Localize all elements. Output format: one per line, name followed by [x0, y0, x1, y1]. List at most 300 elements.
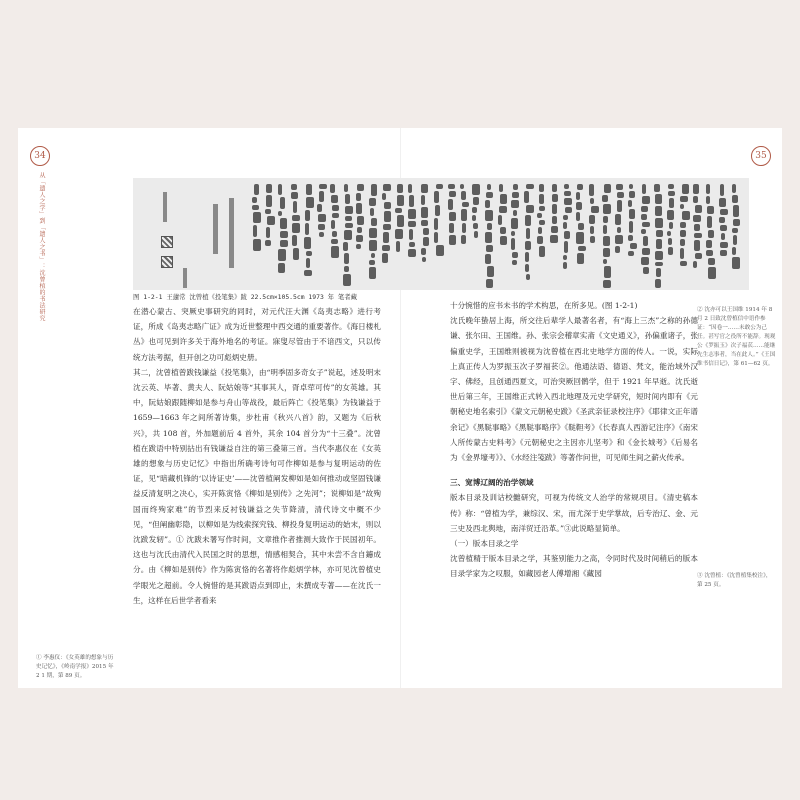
calligraphy-stroke [408, 209, 416, 219]
calligraphy-stroke [306, 258, 310, 268]
calligraphy-stroke [291, 192, 298, 199]
calligraphy-stroke [564, 198, 572, 205]
calligraphy-stroke [421, 248, 426, 255]
calligraphy-stroke [667, 210, 674, 220]
calligraphy-stroke [319, 191, 324, 202]
calligraphy-stroke [537, 236, 543, 244]
calligraphy-stroke [498, 215, 502, 225]
calligraphy-stroke [641, 257, 649, 265]
calligraphy-stroke [292, 215, 300, 221]
calligraphy-stroke [345, 194, 350, 204]
calligraphy-stroke [343, 242, 348, 251]
calligraphy-stroke [318, 214, 326, 222]
calligraphy-stroke [305, 210, 310, 221]
calligraphy-stroke [602, 195, 608, 202]
calligraphy-stroke [319, 232, 324, 237]
calligraphy-stroke [693, 261, 697, 268]
calligraphy-stroke [252, 205, 259, 210]
calligraphy-stroke [408, 249, 416, 257]
calligraphy-stroke [293, 248, 299, 260]
calligraphy-column [524, 184, 532, 288]
calligraphy-stroke [616, 184, 623, 190]
calligraphy-column [537, 184, 545, 288]
calligraphy-stroke [667, 231, 671, 236]
paragraph: 十分惋惜的应书未书的学术构思，在所多见。(图 1-2-1) [450, 301, 638, 310]
calligraphy-stroke [629, 191, 635, 198]
running-head: 从「遗人之学」到「遗人之书」：沈曾植的书法研究 [38, 172, 45, 322]
calligraphy-stroke [680, 248, 684, 259]
calligraphy-stroke [720, 209, 728, 215]
calligraphy-column [369, 184, 377, 288]
calligraphy-stroke [693, 184, 699, 194]
calligraphy-stroke [512, 252, 518, 258]
calligraphy-stroke [345, 223, 353, 228]
calligraphy-column [602, 184, 610, 288]
calligraphy-stroke [682, 184, 689, 194]
calligraphy-column [278, 184, 286, 288]
paragraph: 沈曾植精于版本目录之学，其鉴别能力之高，令同时代及时间稍后的版本目录学家为之叹服，如藏园老人傅增湘《藏园 [450, 554, 698, 579]
calligraphy-stroke [462, 223, 466, 233]
calligraphy-stroke [539, 194, 544, 204]
calligraphy-stroke [356, 244, 361, 249]
calligraphy-stroke [513, 210, 517, 216]
calligraphy-column [550, 184, 558, 288]
calligraphy-stroke [604, 184, 611, 193]
calligraphy-stroke [369, 267, 376, 279]
calligraphy-stroke [668, 184, 674, 189]
calligraphy-stroke [291, 184, 297, 190]
calligraphy-stroke [266, 195, 272, 207]
calligraphy-column [252, 184, 260, 288]
calligraphy-stroke [292, 223, 300, 233]
calligraphy-stroke [525, 241, 531, 250]
calligraphy-stroke [280, 240, 288, 247]
calligraphy-stroke [330, 184, 335, 193]
calligraphy-stroke [732, 195, 738, 203]
calligraphy-column [485, 184, 493, 288]
right-body-text [450, 298, 698, 678]
calligraphy-stroke [617, 227, 621, 233]
calligraphy-stroke [409, 195, 414, 207]
calligraphy-stroke [370, 208, 374, 216]
calligraphy-stroke [265, 240, 271, 246]
calligraphy-stroke [306, 197, 314, 208]
calligraphy-stroke [706, 184, 710, 194]
inscription-column [183, 268, 187, 288]
calligraphy-stroke [590, 198, 594, 204]
calligraphy-stroke [669, 198, 674, 208]
calligraphy-stroke [680, 230, 686, 237]
calligraphy-stroke [318, 224, 325, 230]
footnote-right-1: ② 沈亦可以王国维 1914 年 8 月 2 日致沈曾植信中语作参证：“因卷一……未敢公为己任。甚写官之役所不能辞。现观公《罗振玉》次子福苌……能继先生志事者，当在此人。”《王国维书信日记》，第 61—62 页。 [697, 307, 776, 367]
calligraphy-stroke [462, 202, 469, 207]
calligraphy-stroke [357, 227, 362, 233]
calligraphy-stroke [448, 199, 453, 210]
calligraphy-stroke [331, 195, 338, 203]
calligraphy-stroke [578, 246, 586, 251]
calligraphy-stroke [344, 253, 349, 264]
calligraphy-column [511, 184, 519, 288]
calligraphy-stroke [656, 239, 662, 249]
seal-icon [161, 256, 173, 268]
calligraphy-column [330, 184, 338, 288]
calligraphy-column [472, 184, 480, 288]
calligraphy-stroke [655, 206, 662, 216]
calligraphy-stroke [551, 226, 558, 233]
calligraphy-stroke [369, 198, 376, 206]
calligraphy-stroke [603, 216, 608, 223]
calligraphy-stroke [576, 232, 584, 244]
calligraphy-column [654, 184, 662, 288]
calligraphy-stroke [409, 229, 413, 240]
calligraphy-stroke [423, 237, 429, 246]
calligraphy-stroke [512, 192, 519, 198]
calligraphy-column [732, 184, 740, 288]
calligraphy-stroke [564, 184, 569, 189]
calligraphy-stroke [460, 184, 464, 189]
calligraphy-stroke [563, 222, 567, 229]
calligraphy-stroke [371, 184, 377, 196]
calligraphy-stroke [395, 229, 403, 239]
calligraphy-stroke [487, 184, 491, 190]
calligraphy-stroke [449, 212, 456, 221]
calligraphy-stroke [719, 198, 726, 207]
calligraphy-stroke [485, 232, 492, 243]
inscription-column [213, 204, 218, 254]
calligraphy-stroke [317, 204, 322, 212]
calligraphy-stroke [628, 200, 632, 207]
calligraphy-stroke [576, 192, 580, 200]
calligraphy-stroke [565, 207, 572, 213]
calligraphy-stroke [589, 215, 595, 224]
calligraphy-stroke [278, 263, 285, 273]
calligraphy-stroke [280, 218, 287, 229]
calligraphy-stroke [628, 251, 634, 256]
calligraphy-stroke [539, 206, 545, 211]
calligraphy-stroke [344, 184, 348, 192]
calligraphy-stroke [694, 240, 700, 251]
calligraphy-stroke [525, 252, 529, 262]
calligraphy-stroke [680, 196, 688, 202]
calligraphy-stroke [655, 262, 663, 266]
calligraphy-stroke [343, 274, 351, 286]
calligraphy-stroke [304, 270, 312, 276]
calligraphy-stroke [708, 267, 716, 279]
inscription-column [229, 198, 234, 268]
calligraphy-stroke [669, 222, 673, 229]
calligraphy-stroke [603, 259, 607, 264]
calligraphy-stroke [617, 192, 624, 198]
calligraphy-stroke [473, 223, 478, 229]
page-number-left: 34 [30, 146, 50, 166]
calligraphy-stroke [395, 208, 402, 213]
calligraphy-stroke [434, 232, 438, 243]
calligraphy-stroke [603, 280, 611, 288]
calligraphy-stroke [682, 211, 690, 220]
calligraphy-stroke [396, 241, 400, 252]
calligraphy-stroke [563, 255, 567, 260]
calligraphy-stroke [499, 184, 503, 192]
calligraphy-stroke [629, 221, 633, 233]
calligraphy-stroke [369, 228, 377, 238]
calligraphy-stroke [382, 253, 388, 263]
seal-icon [161, 236, 173, 248]
calligraphy-stroke [641, 214, 647, 220]
calligraphy-column [291, 184, 299, 288]
calligraphy-stroke [434, 218, 438, 230]
calligraphy-stroke [356, 203, 362, 214]
page-number-right: 35 [751, 146, 771, 166]
calligraphy-stroke [641, 229, 646, 234]
calligraphy-column [317, 184, 325, 288]
paragraph: 版本目录及训诂校雠研究，可视为传统文人治学的常规项目。《清史稿本传》称：“曾植为学，兼综汉、宋，而尤深于史学掌故，后专治辽、金、元三史及西北舆地，南洋贸迁沿革。”③此说略显简单。 [450, 493, 698, 533]
calligraphy-stroke [539, 246, 545, 257]
calligraphy-column [706, 184, 714, 288]
calligraphy-stroke [511, 200, 519, 208]
left-body-text [133, 304, 381, 674]
section-heading: 三、宽博辽阔的治学领域 [450, 478, 534, 488]
calligraphy-stroke [525, 264, 529, 272]
calligraphy-stroke [604, 266, 611, 278]
calligraphy-stroke [615, 214, 621, 225]
calligraphy-stroke [720, 225, 727, 231]
calligraphy-stroke [382, 245, 390, 251]
calligraphy-stroke [486, 192, 493, 199]
calligraphy-stroke [707, 216, 712, 228]
calligraphy-stroke [267, 216, 275, 225]
calligraphy-stroke [578, 223, 584, 230]
calligraphy-stroke [694, 233, 702, 238]
calligraphy-stroke [552, 204, 557, 214]
paragraph: 在潜心蒙古、突厥史事研究的同时，对元代汪大渊《岛夷志略》进行考证，所成《岛夷志略广证》成为近世整理中西交通的重要著作。《海日楼札丛》也可见到许多关于海外地名的考证。寐叟尽管由于不谙西文，只以传统方法考据，但开创之功可彪炳史册。 [133, 307, 381, 362]
calligraphy-stroke [423, 228, 429, 235]
calligraphy-column [576, 184, 584, 288]
calligraphy-stroke [331, 246, 339, 258]
calligraphy-stroke [356, 193, 361, 201]
calligraphy-stroke [511, 218, 518, 229]
calligraphy-stroke [630, 243, 637, 249]
calligraphy-stroke [655, 218, 663, 228]
calligraphy-stroke [332, 205, 339, 211]
calligraphy-stroke [708, 258, 715, 265]
calligraphy-stroke [668, 238, 672, 245]
calligraphy-column [434, 184, 442, 288]
calligraphy-stroke [564, 231, 570, 239]
calligraphy-stroke [655, 194, 662, 204]
calligraphy-stroke [409, 242, 415, 247]
calligraphy-stroke [448, 184, 455, 189]
calligraphy-stroke [695, 205, 702, 213]
calligraphy-stroke [266, 184, 272, 193]
calligraphy-stroke [383, 224, 391, 230]
calligraphy-stroke [461, 191, 466, 200]
calligraphy-stroke [720, 242, 728, 248]
calligraphy-column [719, 184, 727, 288]
calligraphy-column [563, 184, 571, 288]
calligraphy-stroke [526, 205, 534, 213]
calligraphy-column [408, 184, 416, 288]
calligraphy-stroke [733, 205, 739, 217]
footnote-right-2: ③ 沈曾植：《沈曾植集校注》，第 25 页。 [697, 573, 772, 588]
calligraphy-stroke [552, 194, 558, 202]
calligraphy-stroke [680, 204, 684, 209]
calligraphy-stroke [732, 247, 736, 255]
calligraphy-stroke [265, 209, 271, 214]
calligraphy-column [693, 184, 701, 288]
calligraphy-stroke [680, 261, 687, 266]
calligraphy-stroke [486, 279, 493, 288]
calligraphy-stroke [499, 206, 507, 213]
calligraphy-column [356, 184, 364, 288]
calligraphy-stroke [436, 184, 443, 189]
calligraphy-stroke [485, 210, 493, 221]
calligraphy-stroke [278, 211, 282, 216]
calligraphy-stroke [449, 223, 454, 233]
calligraphy-stroke [332, 231, 337, 237]
calligraphy-stroke [513, 184, 518, 190]
calligraphy-stroke [642, 248, 650, 255]
calligraphy-stroke [656, 268, 661, 277]
calligraphy-stroke [526, 184, 534, 189]
calligraphy-stroke [550, 235, 558, 243]
calligraphy-stroke [511, 238, 515, 250]
calligraphy-stroke [293, 201, 297, 213]
calligraphy-stroke [643, 236, 648, 246]
calligraphy-stroke [292, 235, 297, 246]
calligraphy-stroke [421, 207, 428, 218]
calligraphy-stroke [603, 204, 611, 214]
calligraphy-stroke [371, 253, 375, 258]
calligraphy-stroke [278, 184, 282, 195]
calligraphy-column [615, 184, 623, 288]
calligraphy-stroke [254, 184, 259, 195]
calligraphy-stroke [656, 230, 663, 237]
calligraphy-stroke [526, 274, 530, 280]
calligraphy-stroke [421, 195, 425, 205]
calligraphy-stroke [732, 228, 738, 233]
calligraphy-stroke [603, 236, 610, 247]
calligraphy-stroke [732, 184, 736, 193]
book-spread [18, 128, 782, 688]
calligraphy-stroke [382, 193, 386, 200]
inscription-column [163, 192, 167, 222]
calligraphy-stroke [720, 184, 724, 196]
calligraphy-stroke [473, 197, 479, 205]
calligraphy-stroke [421, 220, 428, 226]
calligraphy-stroke [706, 240, 712, 248]
calligraphy-stroke [537, 213, 542, 218]
calligraphy-stroke [733, 219, 740, 226]
calligraphy-column [395, 184, 403, 288]
calligraphy-column [498, 184, 506, 288]
calligraphy-stroke [422, 257, 426, 262]
calligraphy-stroke [500, 236, 507, 245]
calligraphy-stroke [266, 227, 270, 238]
calligraphy-stroke [642, 184, 646, 194]
calligraphy-column [447, 184, 455, 288]
calligraphy-stroke [552, 184, 557, 192]
calligraphy-stroke [706, 250, 713, 256]
calligraphy-stroke [706, 196, 710, 204]
calligraphy-stroke [449, 191, 456, 197]
calligraphy-stroke [384, 202, 391, 209]
calligraphy-stroke [485, 200, 490, 208]
calligraphy-stroke [511, 231, 515, 236]
footnote-left: ① 李惠仪：《女英雄的想象与历史记忆》，《岭南学报》2015 年 2 1 期，第 89 页。 [36, 655, 114, 679]
calligraphy-stroke [280, 197, 285, 209]
calligraphy-stroke [564, 241, 568, 253]
paragraph: 沈氏晚年蛰居上海，所交往后辈学人最著名者，有“海上三杰”之称的孙德谦、张尔田、王国维。孙、张宗会稽章实斋《文史通义》，孙偏重诸子，张偏重史学，王国维则被视为沈曾植在西北史地学方面的传人。一说，实际上真正传人为罗振玉次子罗福苌②。他通法语、德语、梵文，能治域外汉字、佛经，且创通西夏文，可治突厥回鹘学，但于 1921 年早逝。沈氏逝世后第三年，王国维正式转入西北地理及元史学研究，短时间内即有《元朝秘史地名索引》《蒙文元朝秘史跋》《圣武亲征录校注序》《耶律文正年谱余记》《黑鞑事略》《黑鞑事略序》《鞑靼考》《长春真人西游记注序》《南宋人所传蒙古史料考》《元朝秘史之主因亦儿坚考》和《金长城考》《后易名为《金界壕考》》、《水经注笺跋》等著作问世，可见师生间之薪火传承。 [450, 316, 698, 463]
calligraphy-stroke [655, 279, 661, 288]
calligraphy-stroke [331, 239, 338, 244]
calligraphy-column [641, 184, 649, 288]
calligraphy-stroke [576, 202, 582, 210]
calligraphy-stroke [628, 235, 633, 241]
calligraphy-stroke [369, 240, 377, 251]
figure-caption: 图 1-2-1 王蘧常 沈曾植《投笔集》跋 22.5cm×105.5cm 1973 年 笔者藏 [133, 293, 358, 301]
calligraphy-stroke [331, 220, 335, 229]
calligraphy-stroke [253, 239, 261, 251]
calligraphy-stroke [539, 220, 545, 225]
calligraphy-stroke [577, 253, 584, 264]
calligraphy-stroke [487, 223, 492, 230]
calligraphy-stroke [733, 235, 737, 245]
calligraphy-stroke [693, 196, 698, 203]
calligraphy-stroke [252, 197, 257, 203]
calligraphy-stroke [642, 196, 650, 204]
calligraphy-stroke [472, 215, 476, 221]
calligraphy-column [343, 184, 351, 288]
calligraphy-stroke [680, 239, 685, 246]
calligraphy-stroke [319, 184, 327, 189]
calligraphy-stroke [280, 231, 288, 238]
calligraphy-stroke [563, 262, 567, 269]
calligraphy-stroke [591, 206, 599, 213]
calligraphy-stroke [344, 266, 349, 272]
calligraphy-stroke [487, 266, 494, 276]
calligraphy-stroke [642, 222, 650, 227]
calligraphy-stroke [397, 195, 404, 206]
calligraphy-stroke [720, 250, 727, 256]
calligraphy-column [265, 184, 273, 288]
calligraphy-columns [248, 184, 744, 288]
calligraphy-stroke [721, 233, 725, 240]
calligraphy-column [628, 184, 636, 288]
calligraphy-stroke [356, 235, 363, 242]
calligraphy-stroke [304, 237, 311, 249]
calligraphy-stroke [474, 231, 478, 238]
calligraphy-stroke [461, 209, 467, 221]
calligraphy-stroke [589, 184, 594, 196]
calligraphy-stroke [668, 191, 675, 196]
calligraphy-stroke [552, 216, 557, 224]
calligraphy-stroke [332, 213, 339, 218]
calligraphy-stroke [641, 206, 648, 212]
calligraphy-stroke [485, 254, 491, 264]
calligraphy-stroke [577, 184, 583, 190]
calligraphy-column [382, 184, 390, 288]
calligraphy-stroke [707, 206, 714, 214]
calligraphy-stroke [615, 235, 623, 244]
calligraphy-stroke [512, 260, 517, 265]
calligraphy-stroke [397, 184, 403, 193]
calligraphy-stroke [617, 200, 622, 212]
calligraphy-stroke [371, 218, 377, 226]
calligraphy-stroke [629, 209, 635, 219]
calligraphy-stroke [383, 184, 391, 191]
calligraphy-stroke [643, 267, 649, 274]
calligraphy-column [680, 184, 688, 288]
